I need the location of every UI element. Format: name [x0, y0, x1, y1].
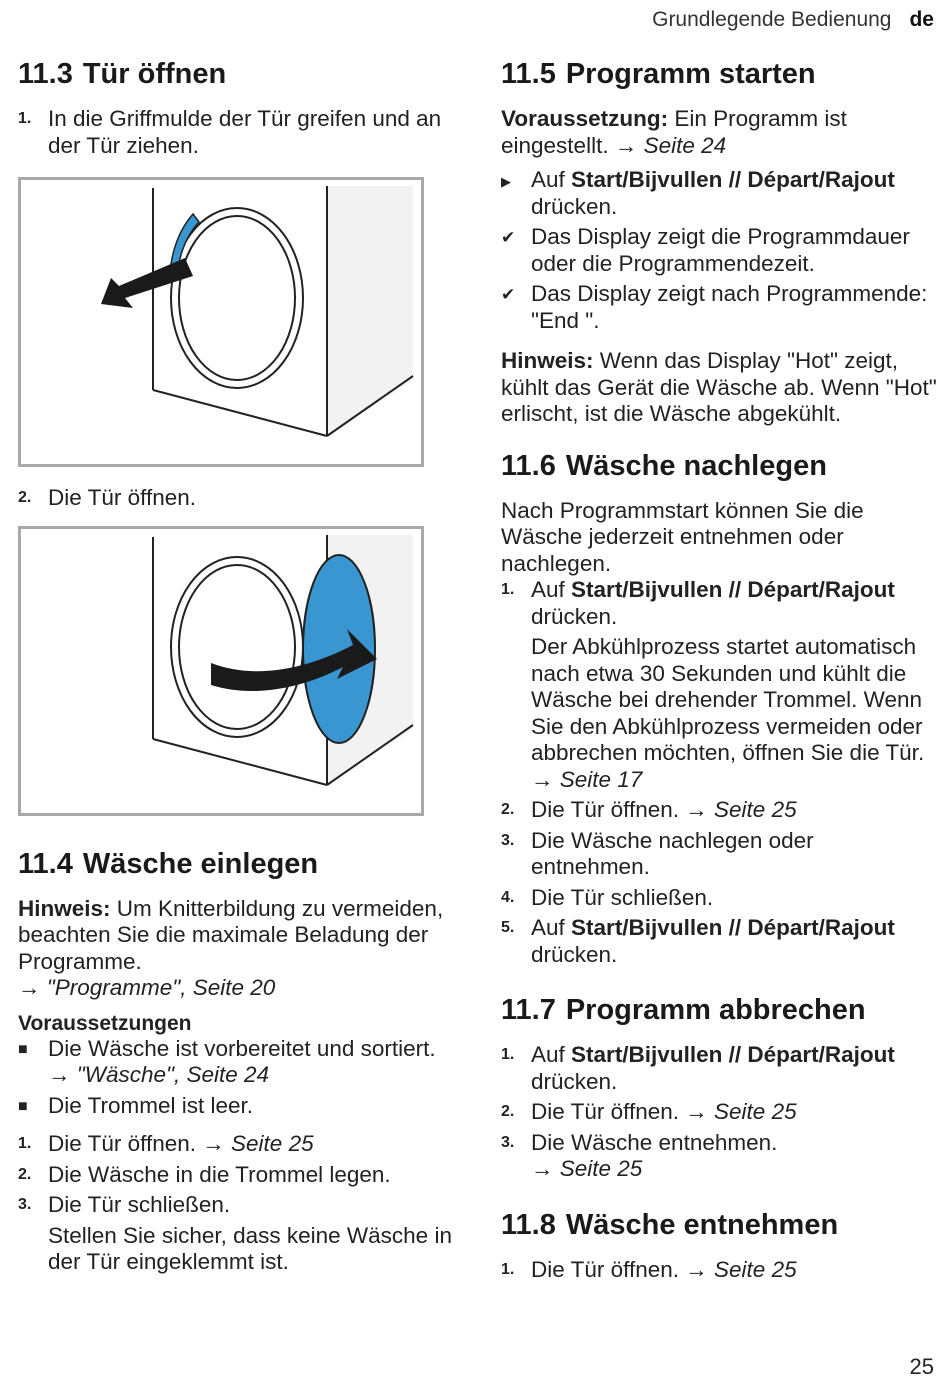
- heading-11-8: 11.8 Wäsche entnehmen: [501, 1208, 839, 1241]
- step-11-6-1: 1. Auf Start/Bijvullen // Départ/Rajout drücken.: [501, 577, 895, 629]
- heading-11-7: 11.7 Programm abbrechen: [501, 994, 866, 1026]
- note-11-6: Der Abkühlprozess startet automatisch nach etwa 30 Sekunden und kühlt die Wäsche bei drehender Trommel. Wenn Sie den Abkühlprozess vermeiden oder abbrechen möchten, öffnen Sie die Tür. → Seite 17: [531, 634, 925, 792]
- step-11-4-3: 3. Die Tür schließen.: [18, 1192, 231, 1217]
- hint-11-5: Hinweis: Wenn das Display "Hot" zeigt, kühlt das Gerät die Wäsche ab. Wenn "Hot" erlischt, ist die Wäsche abgekühlt.: [501, 348, 937, 426]
- hint-11-4: Hinweis: Um Knitterbildung zu vermeiden, beachten Sie die maximale Beladung der Programme.: [18, 895, 444, 974]
- step-11-3-1: 1. In die Griffmulde der Tür greifen und an der Tür ziehen.: [18, 106, 442, 158]
- left-column: [18, 56, 458, 1280]
- step-11-8-1: 1. Die Tür öffnen. → Seite 25: [501, 1256, 797, 1282]
- action-11-5: ▶ Auf Start/Bijvullen // Départ/Rajout drücken.: [501, 167, 895, 219]
- prereq-11-5: Voraussetzung: Ein Programm ist eingestellt. → Seite 24: [501, 106, 847, 158]
- header-lang: de: [909, 8, 934, 31]
- note-11-4: Stellen Sie sicher, dass keine Wäsche in der Tür eingeklemmt ist.: [48, 1222, 452, 1274]
- step-11-6-3: 3. Die Wäsche nachlegen oder entnehmen.: [501, 827, 814, 879]
- step-11-7-1: 1. Auf Start/Bijvullen // Départ/Rajout drücken.: [501, 1042, 895, 1094]
- step-11-6-2: 2. Die Tür öffnen. → Seite 25: [501, 797, 797, 822]
- page-header: [652, 8, 934, 32]
- figure-door-grip: [18, 177, 424, 467]
- step-11-6-5: 5. Auf Start/Bijvullen // Départ/Rajout drücken.: [501, 915, 895, 967]
- right-column: [501, 56, 937, 1287]
- prereq-1: ■ Die Wäsche ist vorbereitet und sortiert. → "Wäsche", Seite 24: [18, 1035, 436, 1087]
- prereq-2: ■ Die Trommel ist leer.: [18, 1092, 254, 1118]
- heading-11-3: 11.3 Tür öffnen: [18, 58, 227, 90]
- hint-ref-11-4: → "Programme", Seite 20: [18, 975, 276, 1000]
- header-section: Grundlegende Bedienung: [652, 8, 892, 31]
- step-11-4-1: 1. Die Tür öffnen. → Seite 25: [18, 1131, 314, 1156]
- prereq-title: Voraussetzungen: [18, 1011, 192, 1035]
- step-11-7-2: 2. Die Tür öffnen. → Seite 25: [501, 1099, 797, 1124]
- result-11-5-1: ✔ Das Display zeigt die Programmdauer oder die Programmendezeit.: [501, 224, 910, 276]
- step-11-6-4: 4. Die Tür schließen.: [501, 884, 714, 910]
- figure-door-open: [18, 526, 424, 816]
- page-number: 25: [909, 1354, 934, 1379]
- result-11-5-2: ✔ Das Display zeigt nach Programmende: "End ".: [501, 281, 928, 333]
- step-11-3-2: 2. Die Tür öffnen.: [18, 485, 197, 510]
- heading-11-6: 11.6 Wäsche nachlegen: [501, 449, 827, 482]
- step-11-4-2: 2. Die Wäsche in die Trommel legen.: [18, 1161, 391, 1187]
- heading-11-5: 11.5 Programm starten: [501, 58, 816, 90]
- heading-11-4: 11.4 Wäsche einlegen: [18, 847, 319, 880]
- step-11-7-3: 3. Die Wäsche entnehmen. → Seite 25: [501, 1129, 778, 1181]
- intro-11-6: Nach Programmstart können Sie die Wäsche jederzeit entnehmen oder nachlegen.: [501, 497, 864, 576]
